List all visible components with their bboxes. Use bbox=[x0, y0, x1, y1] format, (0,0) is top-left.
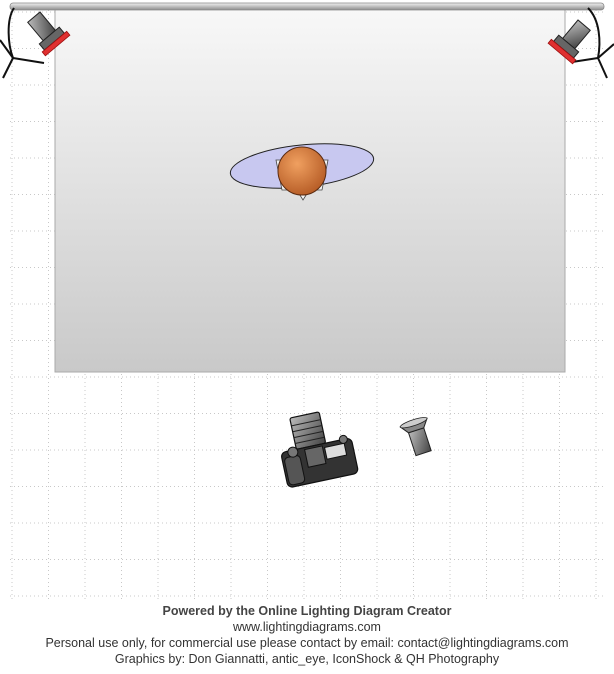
camera-icon bbox=[274, 406, 359, 487]
footer-license: Personal use only, for commercial use please contact by email: contact@lightingdiagrams.com bbox=[45, 636, 569, 650]
bare-strobe-icon bbox=[399, 416, 436, 458]
camera-prism bbox=[305, 446, 326, 467]
subject-head bbox=[278, 147, 326, 195]
footer-credits: Graphics by: Don Giannatti, antic_eye, IconShock & QH Photography bbox=[114, 652, 500, 666]
footer-title: Powered by the Online Lighting Diagram Creator bbox=[162, 604, 452, 618]
footer-url: www.lightingdiagrams.com bbox=[233, 620, 381, 634]
backdrop-crossbar bbox=[10, 3, 604, 10]
